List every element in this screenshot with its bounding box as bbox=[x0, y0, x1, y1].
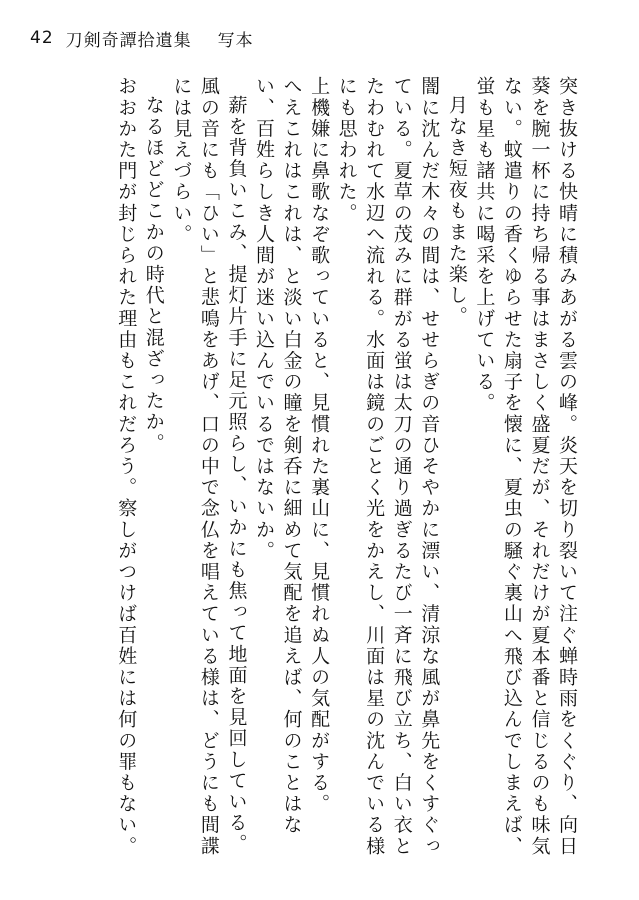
paragraph: 風の音にも「ひい」と悲鳴をあげ、口の中で念仏を唱えている様は、どうにも間諜には見えづらい。 bbox=[170, 76, 220, 857]
paragraph: おおかた門が封じられた理由もこれだろう。察しがつけば百姓には何の罪もない。 bbox=[115, 76, 138, 857]
paragraph: 突き抜ける快晴に積みあがる雲の峰。炎天を切り裂いて注ぐ蝉時雨をくぐり、向日葵を腕一杯に持ち帰る事はまさしく盛夏だが、それだけが夏本番と信じるのも味気ない。蚊遣りの香くゆらせた扇子を懐に、夏虫の騒ぐ裏山へ飛び込んでしまえば、蛍も星も諸共に喝采を上げている。 bbox=[473, 76, 578, 857]
paragraph: 薪を背負いこみ、提灯片手に足元照らし、いかにも焦って地面を見回している。 bbox=[225, 95, 248, 855]
section-label: 写本 bbox=[217, 30, 254, 51]
book-title: 刀剣奇譚拾遺集 bbox=[65, 30, 192, 51]
paragraph: なるほどどこかの時代と混ざったか。 bbox=[142, 95, 165, 454]
running-header bbox=[30, 26, 254, 50]
paragraph: 上機嫌に鼻歌なぞ歌っていると、見慣れた裏山に、見慣れぬ人の気配がする。 bbox=[308, 76, 331, 815]
page-number: 42 bbox=[30, 28, 54, 48]
paragraph: 闇に沈んだ木々の間は、せせらぎの音ひそやかに漂い、清涼な風が鼻先をくすぐっている。夏草の茂みに群がる蛍は太刀の通り過ぎるたび一斉に飛び立ち、白い衣とたわむれて水辺へ流れる。水面は鏡のごとく光をかえし、川面は星の沈んでいる様にも思われた。 bbox=[335, 76, 441, 857]
vertical-body-text bbox=[104, 76, 580, 866]
paragraph: 月なき短夜もまた楽し。 bbox=[445, 95, 468, 328]
paragraph: へえこれはこれは、と淡い白金の瞳を剣呑に細めて気配を追えば、何のことはない、百姓らしき人間が迷い込んでいるではないか。 bbox=[252, 76, 303, 836]
